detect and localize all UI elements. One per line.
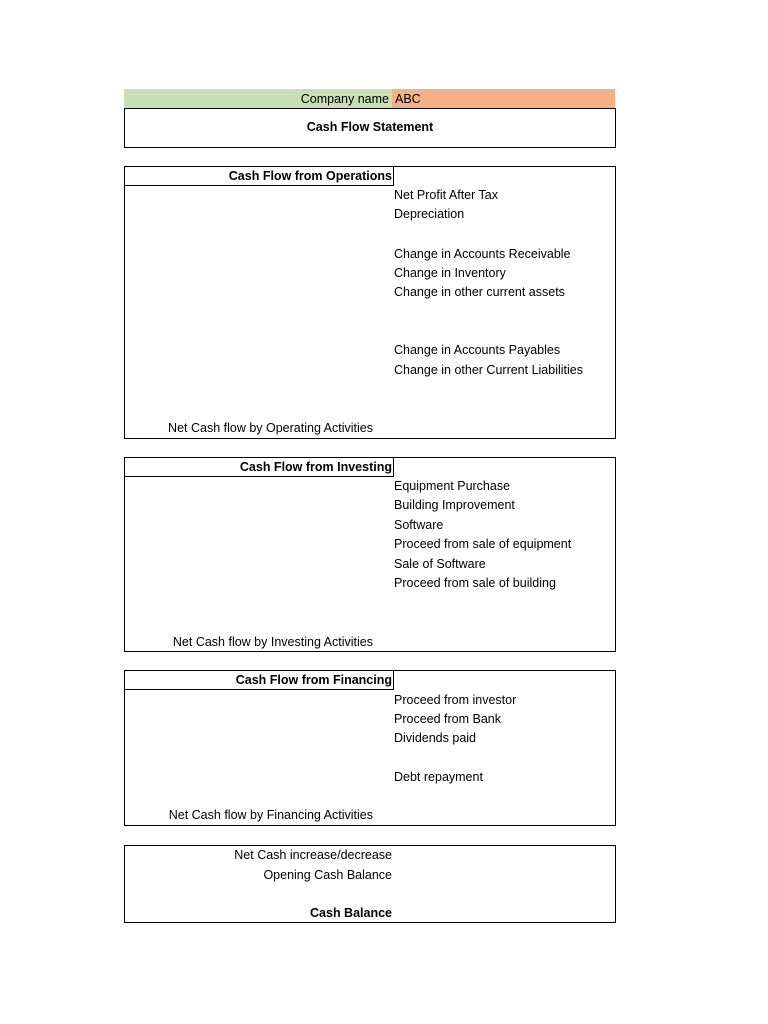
financing-item: Proceed from investor — [394, 693, 517, 707]
financing-section — [124, 670, 616, 826]
investing-heading: Cash Flow from Investing — [124, 457, 394, 477]
operations-item: Change in other Current Liabilities — [394, 363, 583, 377]
operations-item: Net Profit After Tax — [394, 188, 498, 202]
operations-section — [124, 166, 616, 439]
operations-item: Change in Inventory — [394, 266, 506, 280]
opening-cash-balance-label: Opening Cash Balance — [263, 868, 392, 882]
operations-item: Depreciation — [394, 207, 465, 221]
operations-item: Change in other current assets — [394, 285, 565, 299]
net-cash-change-label: Net Cash increase/decrease — [234, 848, 392, 862]
investing-total: Net Cash flow by Investing Activities — [172, 635, 373, 649]
investing-item: Building Improvement — [394, 498, 515, 512]
company-name-value: ABC — [395, 92, 421, 106]
financing-item: Proceed from Bank — [394, 712, 501, 726]
operations-item: Change in Accounts Payables — [394, 343, 561, 357]
investing-section — [124, 457, 616, 652]
statement-title: Cash Flow Statement — [306, 120, 434, 134]
company-name-value-cell[interactable] — [392, 89, 615, 108]
investing-item: Software — [394, 518, 444, 532]
investing-item: Proceed from sale of building — [394, 576, 556, 590]
cash-balance-label: Cash Balance — [310, 906, 392, 920]
operations-heading: Cash Flow from Operations — [124, 166, 394, 186]
financing-item: Dividends paid — [394, 731, 476, 745]
investing-item: Proceed from sale of equipment — [394, 537, 572, 551]
operations-item: Change in Accounts Receivable — [394, 247, 571, 261]
financing-heading: Cash Flow from Financing — [124, 670, 394, 690]
company-name-label: Company name — [300, 92, 389, 106]
investing-item: Sale of Software — [394, 557, 486, 571]
financing-total: Net Cash flow by Financing Activities — [168, 808, 373, 822]
operations-total: Net Cash flow by Operating Activities — [168, 421, 373, 435]
financing-item: Debt repayment — [394, 770, 483, 784]
investing-item: Equipment Purchase — [394, 479, 511, 493]
